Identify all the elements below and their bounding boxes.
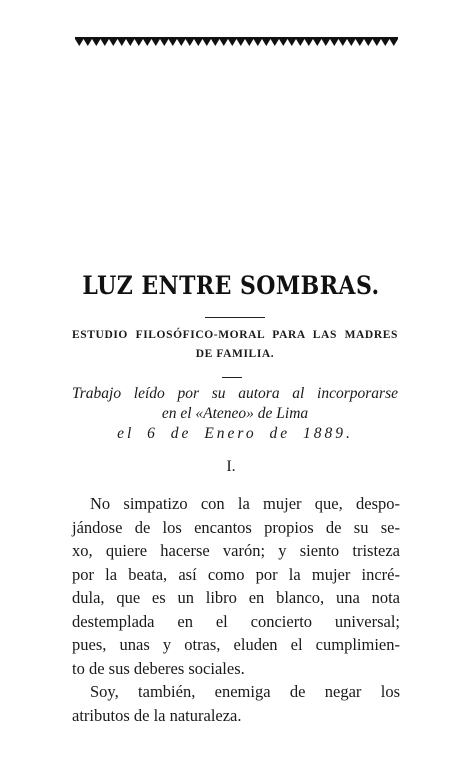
- section-number: I.: [226, 458, 236, 475]
- dedication-line-3: el 6 de Enero de 1889.: [117, 425, 353, 442]
- subtitle-line-1: ESTUDIO FILOSÓFICO-MORAL PARA LAS MADRES: [72, 329, 398, 341]
- body-line: por la beata, así como por la mujer incré-: [72, 564, 400, 584]
- body-line: jándose de los encantos propios de su se-: [72, 517, 400, 537]
- body-line: dula, que es un libro en blanco, una nota: [72, 588, 400, 607]
- dedication-line-1: Trabajo leído por su autora al incorporarse: [72, 385, 398, 402]
- body-paragraphs: [72, 492, 400, 727]
- dedication: [72, 384, 398, 444]
- zigzag-ornament: [75, 37, 398, 46]
- body-line: atributos de la naturaleza.: [72, 705, 242, 725]
- body-line: xo, quiere hacerse varón; y siento tristeza: [72, 541, 400, 560]
- page-title: LUZ ENTRE SOMBRAS.: [82, 271, 380, 300]
- body-line: Soy, también, enemiga de negar los: [90, 682, 400, 701]
- title-divider: [205, 317, 265, 318]
- body-line: pues, unas y otras, eluden el cumplimien-: [72, 635, 400, 654]
- body-line: destemplada en el concierto universal;: [72, 611, 400, 631]
- dedication-line-2: en el «Ateneo» de Lima: [161, 405, 309, 422]
- subtitle: [72, 326, 398, 364]
- body-line: No simpatizo con la mujer que, despo-: [90, 494, 400, 513]
- subtitle-line-2: DE FAMILIA.: [195, 348, 275, 360]
- subtitle-divider: [222, 377, 242, 378]
- body-line: to de sus deberes sociales.: [72, 658, 245, 678]
